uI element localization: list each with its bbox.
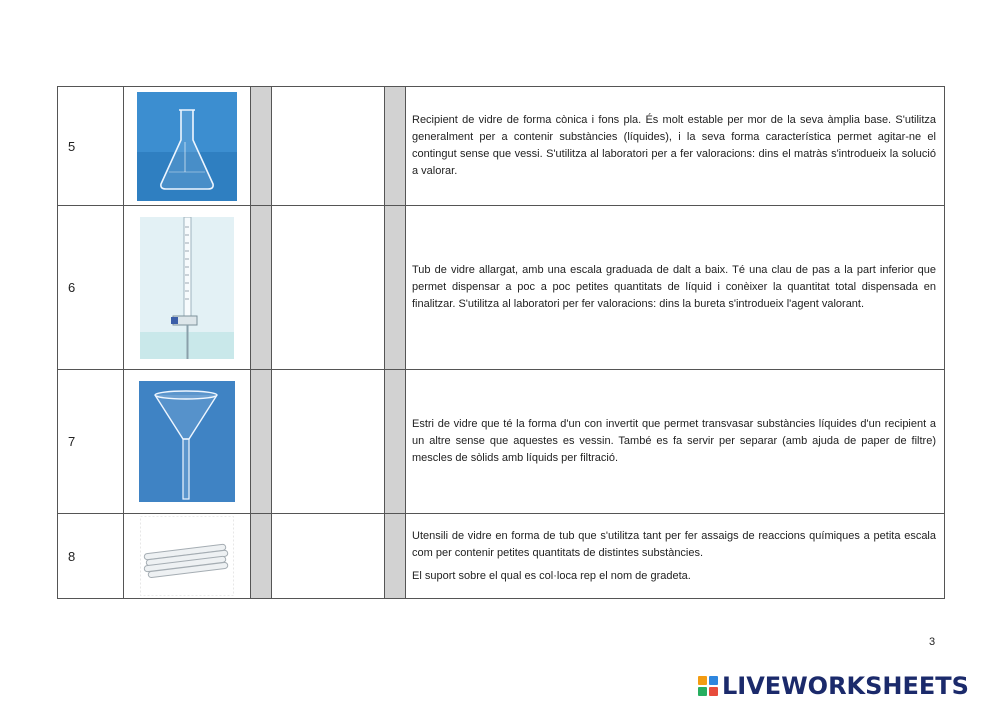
brand-name: LIVEWORKSHEETS [722,672,969,700]
burette-icon [140,217,234,359]
answer-cell [272,87,385,206]
table-row [58,206,945,370]
row-number: 7 [58,370,124,514]
row-number: 5 [58,87,124,206]
description-cell [406,514,945,599]
image-cell [124,87,251,206]
separator-cell [251,370,272,514]
image-cell [124,370,251,514]
liveworksheets-logo-icon [698,676,718,696]
image-cell [124,206,251,370]
image-cell [124,514,251,599]
separator-cell [385,206,406,370]
separator-cell [385,87,406,206]
description-cell [406,87,945,206]
table-row [58,370,945,514]
description-text: Utensili de vidre en forma de tub que s'utilitza tant per fer assaigs de reaccions químiques a petita escala com per contenir petites quantitats de distintes substàncies. [412,529,936,559]
answer-cell [272,370,385,514]
table-row [58,87,945,206]
row-number: 8 [58,514,124,599]
description-text: Recipient de vidre de forma cònica i fons pla. És molt estable per mor de la seva àmplia base. S'utilitza generalment per a contenir substàncies (líquides), i la seva forma característica permet agitar-ne el contingut sense que vessi. S'utilitza al laboratori per a fer valoracions: dins el matràs s'introdueix la solució a valorar. [412,114,936,177]
erlenmeyer-flask-icon [137,92,237,201]
separator-cell [251,514,272,599]
description-cell [406,206,945,370]
lab-material-table [57,86,945,599]
test-tubes-icon [140,516,234,596]
separator-cell [251,87,272,206]
separator-cell [251,206,272,370]
answer-cell [272,514,385,599]
description-text: Tub de vidre allargat, amb una escala graduada de dalt a baix. Té una clau de pas a la part inferior que permet dispensar a poc a poc petites quantitats de líquid i conèixer la quantitat total dispensada en finalitzar. S'utilitza al laboratori per fer valoracions: dins la bureta s'introdueix l'agent valorant. [412,264,936,310]
description-cell [406,370,945,514]
answer-cell [272,206,385,370]
row-number: 6 [58,206,124,370]
funnel-icon [139,381,235,502]
separator-cell [385,370,406,514]
table-row [58,514,945,599]
description-text: Estri de vidre que té la forma d'un con invertit que permet transvasar substàncies líquides d'un recipient a un altre sense que aquestes es vessin. També es fa servir per separar (amb ajuda de paper de filtre) mescles de sòlids amb líquids per filtració. [412,418,936,464]
liveworksheets-logo [698,672,969,700]
description-text: El suport sobre el qual es col·loca rep el nom de gradeta. [412,569,691,582]
separator-cell [385,514,406,599]
page-number: 3 [929,636,936,648]
